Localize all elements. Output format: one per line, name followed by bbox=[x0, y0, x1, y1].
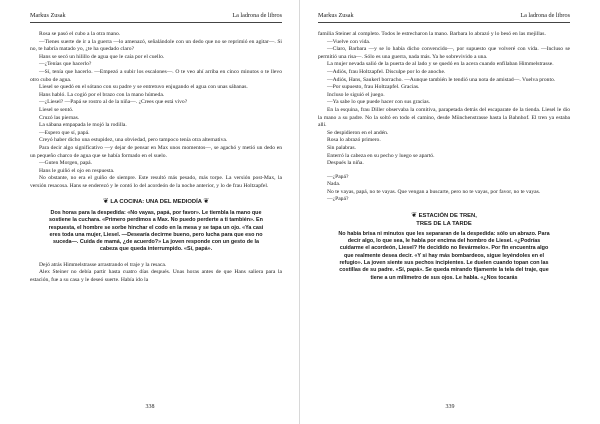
paragraph: familia Steiner al completo. Todos le estrecharon la mano. Barbara lo abrazó y lo besó en las mejillas. bbox=[318, 31, 546, 37]
left-body-text bbox=[30, 31, 282, 190]
paragraph: —Vuelve con vida. bbox=[327, 38, 371, 45]
interlude-block-station bbox=[336, 212, 552, 282]
paragraph: —Claro, Barbara —y se lo había dicho convencido—, por supuesto que volveré con vida. —Incluso se permitió una risa—. Sólo es una guerra, nada más. Ya he sobrevivido a una. bbox=[318, 46, 570, 60]
fleuron-icon: ❦ bbox=[203, 198, 210, 206]
paragraph: Liesel se sentó. bbox=[39, 106, 74, 113]
interlude-heading bbox=[336, 212, 552, 228]
paragraph: Dejó atrás Himmelstrasse arrastrando el traje y la resaca. bbox=[39, 261, 167, 268]
paragraph: La sábana empapada le mojó la rodilla. bbox=[39, 122, 127, 129]
dialogue-line: —¿Papá? bbox=[327, 173, 349, 180]
running-head-title: La ladrona de libros bbox=[232, 12, 282, 19]
paragraph: —Por supuesto, frau Holtzapfel. Gracias. bbox=[327, 84, 420, 91]
paragraph: Se despidieron en el andén. bbox=[327, 129, 389, 136]
page-number: 338 bbox=[145, 404, 155, 410]
paragraph: Después la niña. bbox=[327, 160, 364, 167]
paragraph: No obstante, no era el guiño de siempre. Este resultó más pesado, más torpe. La versión post-Max, la versión resacosa. Hans se enderezó y le contó lo del acordeón de la noche anterior, y lo de frau Holtzapfel. bbox=[30, 175, 282, 189]
paragraph: Alex Steiner no debía partir hasta cuatro días después. Unas horas antes de que Hans saliera para la estación, fue a su casa y le deseó suerte. Había ido la bbox=[30, 269, 282, 283]
right-page bbox=[300, 0, 600, 424]
paragraph: —Sí, tenía que hacerlo. —Empezó a subir los escalones—. O te veo ahí arriba en cinco minutos o te llevo otro cubo de agua. bbox=[30, 68, 282, 83]
paragraph: —Guten Morgen, papá. bbox=[39, 160, 93, 167]
paragraph: Rosa lo abrazó primero. bbox=[327, 137, 381, 144]
fleuron-icon: ❦ bbox=[411, 212, 418, 220]
interlude-text: No había brisa ni minutos que les separaran de la despedida: sólo un abrazo. Para decir algo, lo que sea, le habla por encima del hombro de Liesel. «¿Podrías cuidarme el acordeón, Liesel? He decidido no llevármelo». Por fin encuentra algo que realmente desea decir. «Y si hay más bombardeos, sigue leyéndoles en el refugio». La joven siente sus pechos incipientes. Le duelen cuando topan con las costillas de su padre. «Sí, papá». Se queda mirando fijamente la tela del traje, que tiene a un milímetro de sus ojos. Le habla. «¿Nos tocarás bbox=[338, 230, 550, 281]
paragraph: Sin palabras. bbox=[327, 144, 356, 151]
paragraph: —Tienes suerte de ir a la guerra —lo amenazó, señalándole con un dedo que no se reprimió en agitar—. Si no, te habría matado yo, ¿te ha quedado claro? bbox=[30, 38, 282, 53]
paragraph: Para decir algo significativo —y dejar de pensar en Max unos momentos—, se agachó y metió un dedo en un pequeño charco de agua que se había formado en el suelo. bbox=[30, 144, 282, 159]
page-number: 339 bbox=[445, 404, 455, 410]
dialogue-line: —¿Papá? bbox=[327, 196, 349, 203]
paragraph: —Adiós, Hans, Saukerl borracho. —Aunque también le tendió una nota de amistad—. Vuelva pronto. bbox=[327, 76, 556, 83]
paragraph: Creyó haber dicho una estupidez, una obviedad, pero tampoco tenía otra alternativa. bbox=[39, 137, 228, 144]
running-head-author: Markus Zusak bbox=[318, 12, 354, 19]
paragraph: —¿Liesel? —Papá se rostro al de la niña—. ¿Crees que está vivo? bbox=[39, 99, 188, 106]
interlude-block-kitchen bbox=[48, 198, 264, 253]
paragraph: —Espero que sí, papá. bbox=[39, 129, 90, 136]
right-body-text bbox=[318, 31, 570, 204]
paragraph: —Adiós, frau Holtzapfel. Disculpe por lo de anoche. bbox=[327, 68, 446, 75]
paragraph: —¿Tenías que hacerlo? bbox=[39, 61, 92, 68]
interlude-title-line1: ESTACIÓN DE TREN, bbox=[418, 213, 477, 220]
interlude-title: LA COCINA: UNA DEL MEDIODÍA bbox=[110, 199, 202, 206]
paragraph: Cruzó las piernas. bbox=[39, 114, 80, 121]
running-head-author: Markus Zusak bbox=[30, 12, 66, 19]
running-head-title: La ladrona de libros bbox=[520, 12, 570, 19]
paragraph: Hans se secó un hilillo de agua que le caía por el cuello. bbox=[39, 53, 165, 60]
paragraph: Hans le guiñó el ojo en respuesta. bbox=[39, 167, 115, 174]
paragraph: La mujer nevada salió de la puerta de al lado y se quedó en la acera cuando enfilaban Himmelstrasse. bbox=[327, 61, 554, 68]
left-body-text-tail bbox=[30, 262, 282, 285]
running-head-right bbox=[318, 12, 570, 23]
paragraph: Liesel se quedó en el sótano con su padre y se entretuvo enjugando el agua con unas sábanas. bbox=[39, 84, 248, 91]
running-head-left bbox=[30, 12, 282, 23]
interlude-text: Dos horas para la despedida: «No vayas, papá, por favor». Le tiembla la mano que sostiene la cuchara. «Primero perdimos a Max. No puedo perderte a ti también». En respuesta, el hombre se sorbe hinchar el codo en la mesa y se tapa un ojo. «Ya casi eres toda una mujer, Liesel. —Desearía decirme bueno, pero lucha para que eso no suceda—. Cuida de mamá, ¿de acuerdo?» La joven responde con un gesto de la cabeza que queda interrumpido. «Sí, papá». bbox=[48, 209, 264, 253]
paragraph: Incluso le siguió el juego. bbox=[327, 91, 385, 98]
paragraph: Enterró la cabeza en su pecho y luego se apartó. bbox=[327, 152, 435, 159]
paragraph: —Ya sabe lo que puede hacer con sus gracias. bbox=[327, 99, 431, 106]
interlude-title-line2: TRES DE LA TARDE bbox=[416, 220, 472, 227]
dialogue-line: No te vayas, papá, no te vayas. Que vengan a buscarte, pero no te vayas, por favor, no te vayas. bbox=[327, 188, 541, 195]
interlude-heading bbox=[48, 198, 264, 206]
paragraph: Rosa se pasó el cubo a la otra mano. bbox=[39, 31, 121, 37]
dialogue-line: Nada. bbox=[327, 181, 341, 188]
fleuron-icon: ❦ bbox=[102, 198, 109, 206]
paragraph: En la esquina, frau Diller observaba la comitiva, parapetada detrás del escaparate de la tienda. Liesel le dio la mano a su padre. No la soltó en todo el camino, desde Münchenstrasse hasta la Bahnhof. El tren ya estaba allí. bbox=[318, 106, 570, 129]
paragraph: Hans habló. La cogió por el brazo con la mano húmeda. bbox=[39, 91, 165, 98]
